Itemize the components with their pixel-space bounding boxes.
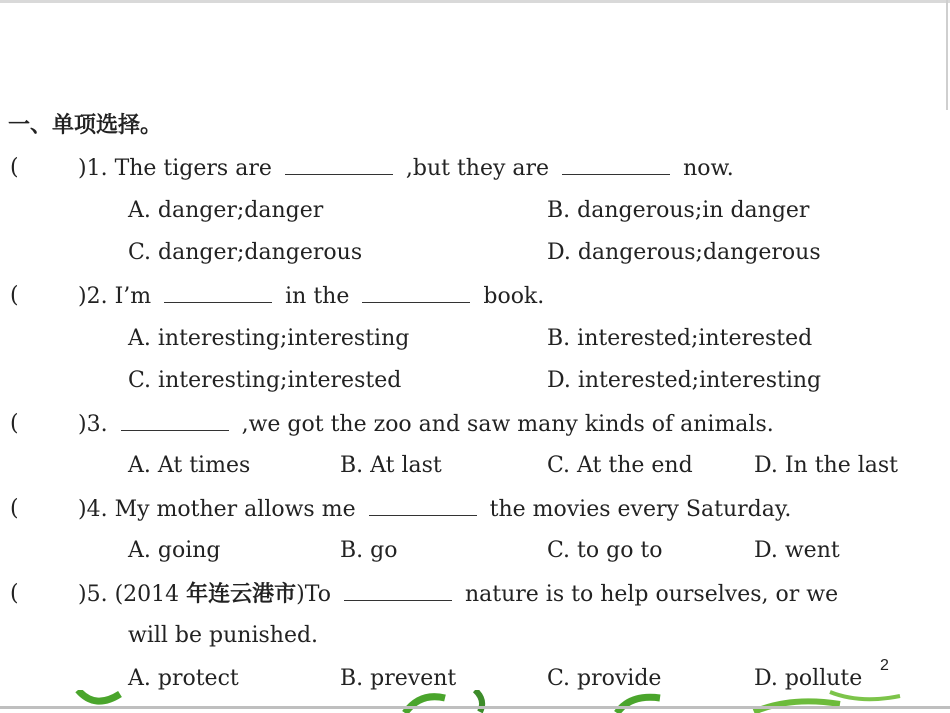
answer-blank bbox=[121, 410, 229, 431]
option-d: D. pollute bbox=[754, 666, 863, 691]
question-stem-part: ,but they are bbox=[405, 156, 550, 181]
source-city: 年连云港市 bbox=[186, 582, 297, 607]
question-2 bbox=[78, 282, 544, 311]
option-c: C. At the end bbox=[547, 453, 693, 478]
question-4 bbox=[78, 495, 791, 524]
option-b: B. prevent bbox=[340, 666, 457, 691]
question-stem-part: ,we got the zoo and saw many kinds of animals. bbox=[241, 412, 774, 437]
answer-blank bbox=[344, 580, 452, 601]
answer-paren-open: ( bbox=[10, 155, 19, 180]
question-stem-part: I’m bbox=[114, 284, 152, 309]
answer-blank bbox=[164, 282, 272, 303]
option-b: B. dangerous;in danger bbox=[547, 198, 810, 223]
page-number: 2 bbox=[880, 657, 889, 674]
question-source bbox=[115, 582, 331, 607]
question-stem-part: nature is to help ourselves, or we bbox=[464, 582, 839, 607]
option-a: A. interesting;interesting bbox=[128, 326, 410, 351]
bottom-border bbox=[0, 706, 950, 709]
question-number: )5. bbox=[78, 582, 108, 607]
question-number: )3. bbox=[78, 412, 108, 437]
option-a: A. protect bbox=[128, 666, 239, 691]
question-stem-part: the movies every Saturday. bbox=[489, 497, 792, 522]
question-stem-part: book. bbox=[483, 284, 545, 309]
right-border bbox=[946, 0, 948, 110]
answer-blank bbox=[562, 154, 670, 175]
option-c: C. interesting;interested bbox=[128, 368, 402, 393]
option-b: B. At last bbox=[340, 453, 442, 478]
option-c: C. to go to bbox=[547, 538, 663, 563]
option-c: C. danger;dangerous bbox=[128, 240, 363, 265]
question-number: )2. bbox=[78, 284, 108, 309]
question-5 bbox=[78, 580, 838, 609]
option-d: D. dangerous;dangerous bbox=[547, 240, 821, 265]
option-b: B. go bbox=[340, 538, 398, 563]
option-d: D. In the last bbox=[754, 453, 898, 478]
section-title: 一、单项选择。 bbox=[8, 113, 163, 138]
option-a: A. danger;danger bbox=[128, 198, 324, 223]
answer-blank bbox=[362, 282, 470, 303]
source-close: )To bbox=[296, 582, 331, 607]
top-border bbox=[0, 0, 950, 3]
option-a: A. At times bbox=[128, 453, 251, 478]
option-d: D. interested;interesting bbox=[547, 368, 822, 393]
question-stem-continuation: will be punished. bbox=[128, 623, 319, 648]
question-stem-part: now. bbox=[683, 156, 734, 181]
option-c: C. provide bbox=[547, 666, 662, 691]
question-stem-part: My mother allows me bbox=[114, 497, 356, 522]
question-number: )1. bbox=[78, 156, 108, 181]
option-b: B. interested;interested bbox=[547, 326, 813, 351]
answer-paren-open: ( bbox=[10, 496, 19, 521]
source-year: (2014 bbox=[114, 582, 180, 607]
question-1 bbox=[78, 154, 734, 183]
answer-blank bbox=[369, 495, 477, 516]
question-stem-part: The tigers are bbox=[114, 156, 272, 181]
answer-paren-open: ( bbox=[10, 283, 19, 308]
question-3 bbox=[78, 410, 774, 439]
answer-blank bbox=[285, 154, 393, 175]
decorative-swoosh-graphic bbox=[0, 690, 950, 713]
option-a: A. going bbox=[128, 538, 221, 563]
answer-paren-open: ( bbox=[10, 411, 19, 436]
option-d: D. went bbox=[754, 538, 840, 563]
question-stem-part: in the bbox=[285, 284, 350, 309]
answer-paren-open: ( bbox=[10, 581, 19, 606]
question-number: )4. bbox=[78, 497, 108, 522]
